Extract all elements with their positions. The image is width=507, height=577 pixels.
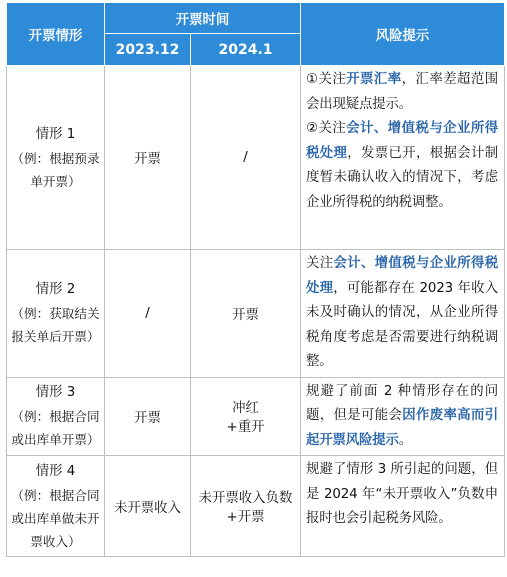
risk-highlight: 开票汇率 bbox=[346, 72, 402, 87]
scenario-example: 报关单后开票） bbox=[11, 329, 100, 345]
scenario-example: 票收入） bbox=[30, 533, 81, 549]
cell-2024-line: / bbox=[243, 150, 248, 165]
scenario-cell bbox=[7, 250, 105, 378]
cell-2024 bbox=[191, 377, 301, 456]
risk-text: ①关注 bbox=[306, 72, 347, 87]
header-year-2024: 2024.1 bbox=[191, 34, 301, 66]
risk-highlight: 因作废率高而引起开票风险提示 bbox=[306, 408, 499, 448]
scenario-example: 或出库单开票） bbox=[11, 432, 100, 448]
cell-2023: 开票 bbox=[105, 66, 191, 250]
cell-2024 bbox=[191, 66, 301, 250]
risk-text: 。 bbox=[398, 432, 412, 448]
risk-text: ，汇率差超范围会出现疑点提示。 bbox=[306, 72, 499, 112]
risk-highlight: 会计、增值税与企业所得税处理 bbox=[306, 256, 499, 296]
cell-2024-line: 冲红 bbox=[232, 401, 259, 417]
risk-text: ，发票已开，根据会计制度暂未确认收入的情况下，考虑企业所得税的纳税调整。 bbox=[306, 145, 498, 210]
scenario-example: （例：根据合同 bbox=[11, 487, 100, 503]
cell-2024 bbox=[191, 456, 301, 557]
table-row bbox=[7, 250, 505, 378]
scenario-example: 或出库单做未开 bbox=[11, 510, 100, 526]
scenario-example: 单开票） bbox=[30, 173, 81, 189]
scenario-title: 情形 2 bbox=[35, 282, 76, 298]
table-row bbox=[7, 377, 505, 456]
cell-2024-line: 开票 bbox=[232, 307, 259, 323]
cell-2024 bbox=[191, 250, 301, 378]
invoice-risk-table bbox=[6, 2, 505, 557]
scenario-cell bbox=[7, 377, 105, 456]
header-risk: 风险提示 bbox=[301, 3, 505, 66]
scenario-example: （例：根据合同 bbox=[11, 409, 100, 425]
risk-cell bbox=[301, 66, 505, 250]
cell-2024-line: 未开票收入负数 bbox=[198, 491, 293, 506]
scenario-cell bbox=[7, 456, 105, 557]
table-row bbox=[7, 456, 505, 557]
risk-text: ，可能都存在 2023 年收入未及时确认的情况，从企业所得税角度考虑是否需要进行纳税调整。 bbox=[306, 280, 499, 369]
risk-cell bbox=[301, 250, 505, 378]
risk-text: 规避了前面 2 种情形存在的问题，但是可能会 bbox=[306, 383, 498, 423]
risk-cell bbox=[301, 456, 505, 557]
risk-text: 规避了情形 3 所引起的问题，但是 2024 年“未开票收入”负数申报时也会引起税务风险。 bbox=[306, 462, 498, 526]
cell-2023: 未开票收入 bbox=[105, 456, 191, 557]
risk-cell bbox=[301, 377, 505, 456]
scenario-example: （例：根据预录 bbox=[11, 150, 100, 166]
table-row bbox=[7, 66, 505, 250]
cell-2023: 开票 bbox=[105, 377, 191, 456]
scenario-example: （例：获取结关 bbox=[11, 306, 100, 322]
header-year-2023: 2023.12 bbox=[105, 34, 191, 66]
scenario-title: 情形 1 bbox=[35, 126, 76, 142]
header-scenario: 开票情形 bbox=[7, 3, 105, 66]
cell-2024-line: +开票 bbox=[226, 510, 265, 525]
risk-text: 关注 bbox=[306, 256, 334, 271]
risk-highlight: 会计、增值税与企业所得税处理 bbox=[306, 121, 498, 161]
cell-2023: / bbox=[105, 250, 191, 378]
scenario-cell bbox=[7, 66, 105, 250]
cell-2024-line: +重开 bbox=[226, 420, 265, 436]
risk-text: ②关注 bbox=[306, 121, 347, 136]
scenario-title: 情形 4 bbox=[35, 463, 76, 479]
scenario-title: 情形 3 bbox=[35, 385, 76, 401]
header-time: 开票时间 bbox=[105, 3, 301, 34]
